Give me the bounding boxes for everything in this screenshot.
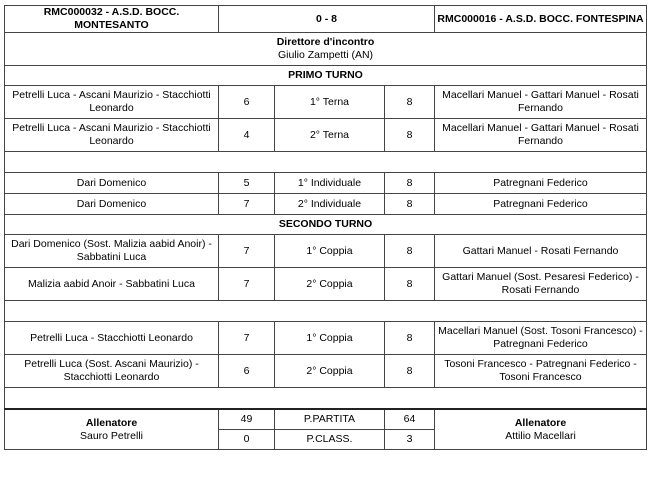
partita-home-points: 49 [219,409,275,430]
spacer-cell [5,301,647,322]
match-row [5,355,647,388]
away-players: Tosoni Francesco - Patregnani Federico - Tosoni Francesco [435,355,647,388]
away-coach-cell [435,409,647,450]
home-players: Dari Domenico [5,194,219,215]
header-row [5,6,647,33]
game-type: 1° Coppia [275,322,385,355]
match-score: 0 - 8 [219,6,435,33]
home-coach-cell [5,409,219,450]
away-players: Patregnani Federico [435,194,647,215]
away-points: 8 [385,235,435,268]
game-type: 2° Individuale [275,194,385,215]
home-points: 6 [219,86,275,119]
game-type: 1° Coppia [275,235,385,268]
home-points: 7 [219,194,275,215]
game-type: 1° Individuale [275,173,385,194]
spacer-cell [5,152,647,173]
match-row [5,322,647,355]
away-players: Patregnani Federico [435,173,647,194]
match-row [5,268,647,301]
away-points: 8 [385,322,435,355]
primo-turno-title: PRIMO TURNO [5,66,647,86]
home-points: 7 [219,235,275,268]
partita-label: P.PARTITA [275,409,385,430]
spacer-row [5,152,647,173]
home-points: 5 [219,173,275,194]
secondo-turno-title: SECONDO TURNO [5,215,647,235]
match-row [5,173,647,194]
section-title-row [5,66,647,86]
section-title-row [5,215,647,235]
home-players: Dari Domenico [5,173,219,194]
home-points: 7 [219,322,275,355]
away-points: 8 [385,173,435,194]
match-row [5,119,647,152]
away-points: 8 [385,86,435,119]
home-players: Petrelli Luca - Ascani Maurizio - Stacchiotti Leonardo [5,86,219,119]
game-type: 2° Coppia [275,355,385,388]
class-home-points: 0 [219,430,275,450]
home-players: Malizia aabid Anoir - Sabbatini Luca [5,268,219,301]
spacer-row [5,388,647,410]
director-name: Giulio Zampetti (AN) [277,49,374,61]
spacer-row [5,301,647,322]
home-team-name: RMC000032 - A.S.D. BOCC. MONTESANTO [5,6,219,33]
away-coach-label: Allenatore [514,416,567,429]
home-players: Petrelli Luca (Sost. Ascani Maurizio) - Stacchiotti Leonardo [5,355,219,388]
away-points: 8 [385,355,435,388]
home-players: Dari Domenico (Sost. Malizia aabid Anoir) - Sabbatini Luca [5,235,219,268]
away-players: Gattari Manuel (Sost. Pesaresi Federico) - Rosati Fernando [435,268,647,301]
match-report-table [4,5,647,450]
home-points: 6 [219,355,275,388]
match-row [5,194,647,215]
home-players: Petrelli Luca - Stacchiotti Leonardo [5,322,219,355]
home-coach-name: Sauro Petrelli [79,429,144,442]
home-points: 4 [219,119,275,152]
footer-row-partita [5,409,647,430]
home-points: 7 [219,268,275,301]
away-players: Macellari Manuel - Gattari Manuel - Rosati Fernando [435,86,647,119]
game-type: 2° Coppia [275,268,385,301]
home-coach-label: Allenatore [85,416,138,429]
director-label: Direttore d'incontro [276,36,375,48]
class-away-points: 3 [385,430,435,450]
away-team-name: RMC000016 - A.S.D. BOCC. FONTESPINA [435,6,647,33]
director-cell [5,33,647,66]
director-row [5,33,647,66]
class-label: P.CLASS. [275,430,385,450]
home-players: Petrelli Luca - Ascani Maurizio - Stacchiotti Leonardo [5,119,219,152]
game-type: 2° Terna [275,119,385,152]
spacer-cell [5,388,647,410]
away-points: 8 [385,194,435,215]
away-players: Gattari Manuel - Rosati Fernando [435,235,647,268]
away-coach-name: Attilio Macellari [505,429,576,442]
match-row [5,235,647,268]
away-points: 8 [385,119,435,152]
away-players: Macellari Manuel - Gattari Manuel - Rosati Fernando [435,119,647,152]
away-players: Macellari Manuel (Sost. Tosoni Francesco) - Patregnani Federico [435,322,647,355]
away-points: 8 [385,268,435,301]
match-row [5,86,647,119]
game-type: 1° Terna [275,86,385,119]
partita-away-points: 64 [385,409,435,430]
